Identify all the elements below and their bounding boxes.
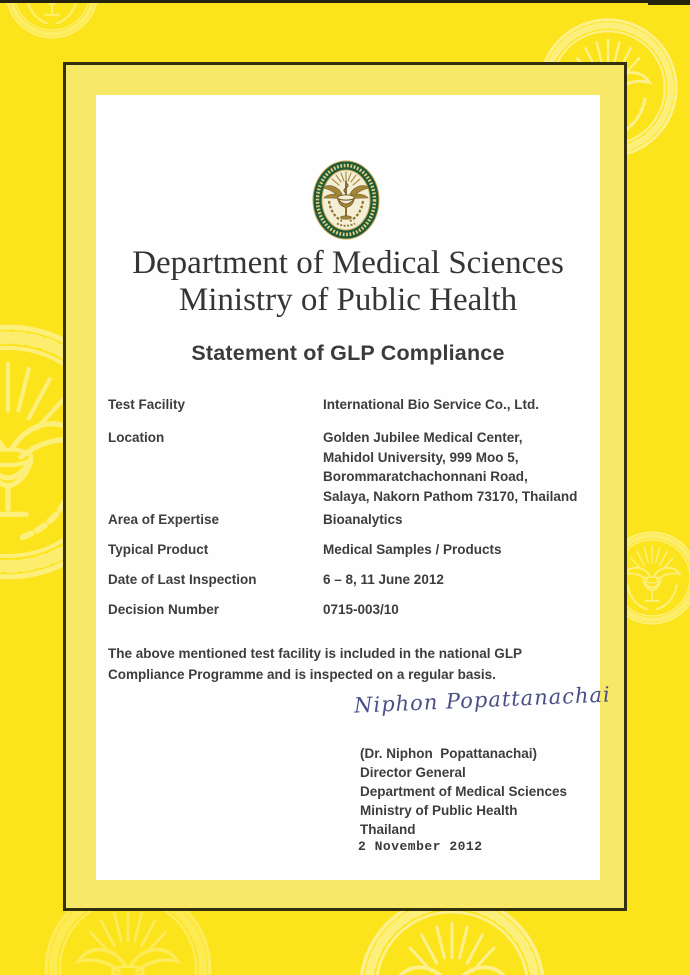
- statement-line: The above mentioned test facility is included in the national GLP: [108, 646, 523, 661]
- field-label: Decision Number: [108, 602, 220, 617]
- signatory-ministry: Ministry of Public Health: [360, 803, 518, 818]
- signatory-title: Director General: [360, 765, 466, 780]
- field-value: 0715-003/10: [323, 602, 399, 617]
- field-value: Medical Samples / Products: [323, 542, 502, 557]
- certificate-frame: [63, 62, 627, 911]
- page-title: Statement of GLP Compliance: [191, 341, 505, 365]
- scan-corner-artifact: [648, 0, 690, 5]
- field-label: Area of Expertise: [108, 512, 220, 527]
- certificate-page: [96, 95, 612, 880]
- field-label: Location: [108, 430, 165, 445]
- signatory-name: (Dr. Niphon Popattanachai): [360, 746, 538, 761]
- scan-edge-artifact: [0, 0, 690, 3]
- signatory-department: Department of Medical Sciences: [360, 784, 568, 799]
- handwritten-signature: Niphon Popattanachai: [353, 682, 612, 718]
- field-value: Bioanalytics: [323, 512, 403, 527]
- statement-line: Compliance Programme and is inspected on a regular basis.: [108, 666, 496, 682]
- field-label: Typical Product: [108, 542, 209, 557]
- field-value: 6 – 8, 11 June 2012: [323, 572, 444, 587]
- field-label: Date of Last Inspection: [108, 572, 257, 587]
- org-name-line1: Department of Medical Sciences: [132, 245, 564, 281]
- org-name-line2: Ministry of Public Health: [178, 282, 518, 318]
- location-line: Golden Jubilee Medical Center,: [323, 430, 523, 445]
- issue-date: 2 November 2012: [358, 839, 483, 854]
- field-value: International Bio Service Co., Ltd.: [323, 397, 540, 412]
- signatory-country: Thailand: [360, 822, 416, 837]
- compliance-statement: [108, 644, 588, 685]
- location-line: Salaya, Nakorn Pathom 73170, Thailand: [323, 488, 578, 504]
- location-line: Mahidol University, 999 Moo 5,: [323, 449, 519, 465]
- ministry-of-public-health-seal-icon: [312, 160, 380, 240]
- field-value: [323, 428, 601, 506]
- signatory-block: [360, 744, 567, 839]
- location-line: Borommaratchachonnani Road,: [323, 469, 528, 484]
- field-label: Test Facility: [108, 397, 186, 412]
